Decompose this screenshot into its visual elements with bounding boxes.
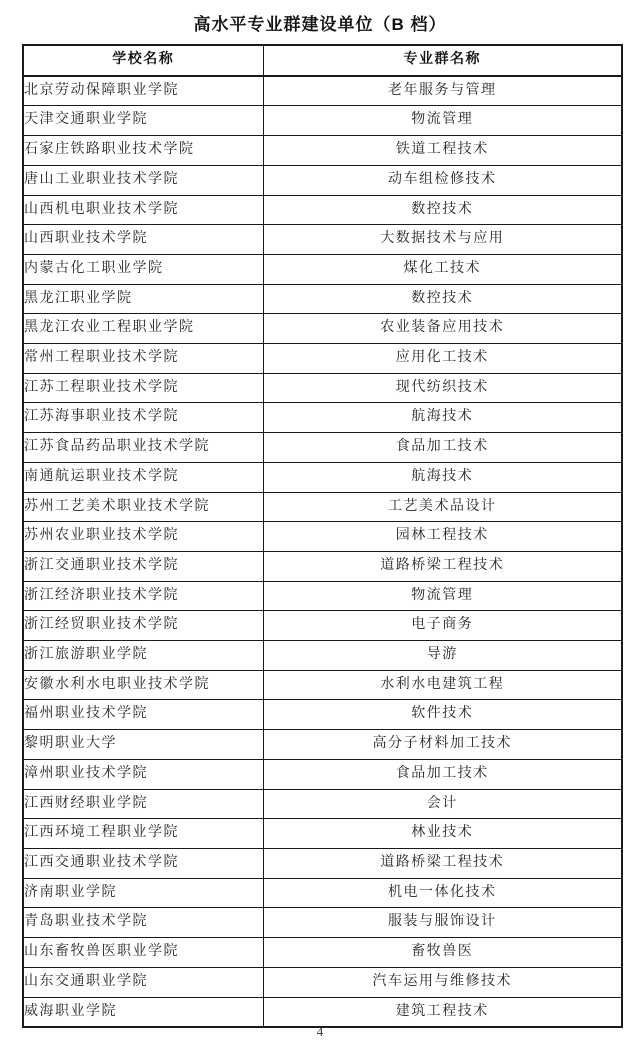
column-header-school-name: 学校名称: [23, 45, 263, 76]
school-name-cell: 江西财经职业学院: [23, 789, 263, 819]
table-row: [23, 492, 622, 522]
school-name-cell: 山东交通职业学院: [23, 967, 263, 997]
group-name-cell: 数控技术: [263, 284, 622, 314]
table-row: [23, 997, 622, 1027]
school-name-cell: 济南职业学院: [23, 878, 263, 908]
table-header-row: [23, 45, 622, 76]
school-name-cell: 安徽水利水电职业技术学院: [23, 670, 263, 700]
table-row: [23, 344, 622, 374]
group-name-cell: 导游: [263, 641, 622, 671]
table-row: [23, 225, 622, 255]
table-row: [23, 314, 622, 344]
table-row: [23, 908, 622, 938]
school-name-cell: 苏州农业职业技术学院: [23, 522, 263, 552]
school-name-cell: 青岛职业技术学院: [23, 908, 263, 938]
school-name-cell: 山西机电职业技术学院: [23, 195, 263, 225]
group-name-cell: 畜牧兽医: [263, 938, 622, 968]
school-name-cell: 黎明职业大学: [23, 730, 263, 760]
group-name-cell: 老年服务与管理: [263, 76, 622, 106]
school-name-cell: 唐山工业职业技术学院: [23, 165, 263, 195]
table-row: [23, 551, 622, 581]
table-row: [23, 403, 622, 433]
school-name-cell: 黑龙江农业工程职业学院: [23, 314, 263, 344]
group-name-cell: 机电一体化技术: [263, 878, 622, 908]
group-name-cell: 电子商务: [263, 611, 622, 641]
column-header-group-name: 专业群名称: [263, 45, 622, 76]
group-name-cell: 航海技术: [263, 403, 622, 433]
table-row: [23, 254, 622, 284]
table-row: [23, 848, 622, 878]
table-row: [23, 106, 622, 136]
school-name-cell: 威海职业学院: [23, 997, 263, 1027]
group-name-cell: 园林工程技术: [263, 522, 622, 552]
school-name-cell: 江西环境工程职业学院: [23, 819, 263, 849]
table-row: [23, 136, 622, 166]
group-name-cell: 铁道工程技术: [263, 136, 622, 166]
school-name-cell: 南通航运职业技术学院: [23, 462, 263, 492]
school-name-cell: 内蒙古化工职业学院: [23, 254, 263, 284]
table-row: [23, 76, 622, 106]
group-name-cell: 现代纺织技术: [263, 373, 622, 403]
table-row: [23, 462, 622, 492]
table-row: [23, 522, 622, 552]
school-name-cell: 山西职业技术学院: [23, 225, 263, 255]
units-table: [22, 44, 623, 1028]
school-name-cell: 苏州工艺美术职业技术学院: [23, 492, 263, 522]
table-row: [23, 581, 622, 611]
table-row: [23, 641, 622, 671]
group-name-cell: 汽车运用与维修技术: [263, 967, 622, 997]
table-row: [23, 759, 622, 789]
school-name-cell: 山东畜牧兽医职业学院: [23, 938, 263, 968]
table-row: [23, 433, 622, 463]
table-row: [23, 284, 622, 314]
school-name-cell: 浙江旅游职业学院: [23, 641, 263, 671]
table-body: [23, 76, 622, 1028]
group-name-cell: 数控技术: [263, 195, 622, 225]
school-name-cell: 福州职业技术学院: [23, 700, 263, 730]
group-name-cell: 服装与服饰设计: [263, 908, 622, 938]
school-name-cell: 天津交通职业学院: [23, 106, 263, 136]
table-row: [23, 700, 622, 730]
school-name-cell: 常州工程职业技术学院: [23, 344, 263, 374]
school-name-cell: 浙江经贸职业技术学院: [23, 611, 263, 641]
group-name-cell: 道路桥梁工程技术: [263, 551, 622, 581]
group-name-cell: 物流管理: [263, 581, 622, 611]
school-name-cell: 江苏海事职业技术学院: [23, 403, 263, 433]
group-name-cell: 林业技术: [263, 819, 622, 849]
group-name-cell: 建筑工程技术: [263, 997, 622, 1027]
school-name-cell: 江苏工程职业技术学院: [23, 373, 263, 403]
group-name-cell: 煤化工技术: [263, 254, 622, 284]
group-name-cell: 会计: [263, 789, 622, 819]
school-name-cell: 浙江交通职业技术学院: [23, 551, 263, 581]
group-name-cell: 水利水电建筑工程: [263, 670, 622, 700]
group-name-cell: 动车组检修技术: [263, 165, 622, 195]
school-name-cell: 江西交通职业技术学院: [23, 848, 263, 878]
table-row: [23, 165, 622, 195]
school-name-cell: 石家庄铁路职业技术学院: [23, 136, 263, 166]
group-name-cell: 工艺美术品设计: [263, 492, 622, 522]
table-row: [23, 195, 622, 225]
table-row: [23, 730, 622, 760]
group-name-cell: 物流管理: [263, 106, 622, 136]
page-title: 高水平专业群建设单位（B 档）: [193, 15, 447, 34]
school-name-cell: 江苏食品药品职业技术学院: [23, 433, 263, 463]
group-name-cell: 农业装备应用技术: [263, 314, 622, 344]
school-name-cell: 黑龙江职业学院: [23, 284, 263, 314]
table-row: [23, 670, 622, 700]
group-name-cell: 航海技术: [263, 462, 622, 492]
school-name-cell: 浙江经济职业技术学院: [23, 581, 263, 611]
group-name-cell: 食品加工技术: [263, 759, 622, 789]
page-number: 4: [316, 1024, 324, 1039]
group-name-cell: 大数据技术与应用: [263, 225, 622, 255]
table-row: [23, 819, 622, 849]
group-name-cell: 高分子材料加工技术: [263, 730, 622, 760]
group-name-cell: 食品加工技术: [263, 433, 622, 463]
school-name-cell: 北京劳动保障职业学院: [23, 76, 263, 106]
school-name-cell: 漳州职业技术学院: [23, 759, 263, 789]
table-row: [23, 878, 622, 908]
table-row: [23, 938, 622, 968]
group-name-cell: 道路桥梁工程技术: [263, 848, 622, 878]
table-row: [23, 789, 622, 819]
table-row: [23, 373, 622, 403]
group-name-cell: 软件技术: [263, 700, 622, 730]
table-row: [23, 611, 622, 641]
table-row: [23, 967, 622, 997]
group-name-cell: 应用化工技术: [263, 344, 622, 374]
